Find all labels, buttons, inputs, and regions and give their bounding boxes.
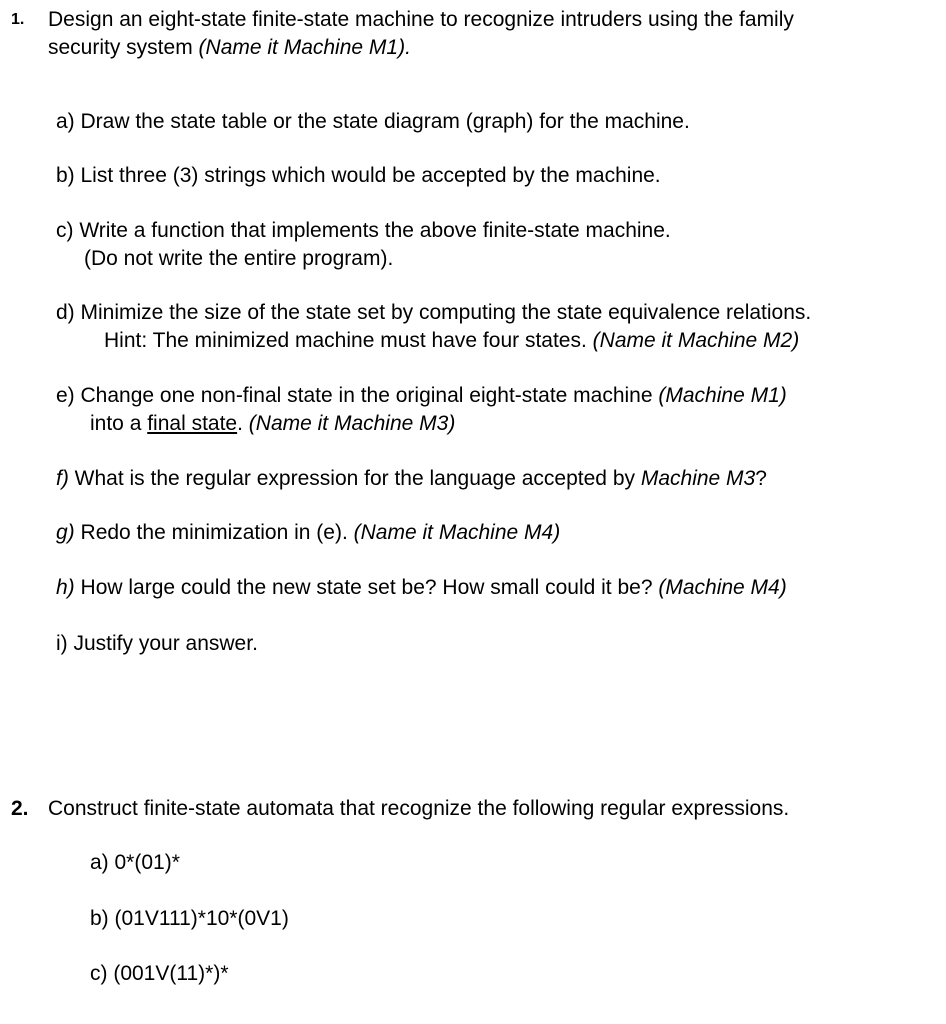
final-state-underlined: final state <box>147 412 238 435</box>
q1-part-c: c) Write a function that implements the above finite-state machine. <box>56 219 671 242</box>
question-2-title: Construct finite-state automata that recognize the following regular expressions. <box>48 797 790 820</box>
q1-part-g: g) Redo the minimization in (e). (Name it Machine M4) <box>56 521 561 544</box>
machine-m4-label: (Name it Machine M4) <box>353 521 561 544</box>
machine-m3-label: (Name it Machine M3) <box>248 412 456 435</box>
q1-part-c-cont: (Do not write the entire program). <box>84 247 394 270</box>
q2-part-a: a) 0*(01)* <box>90 851 180 874</box>
q1-part-f: f) What is the regular expression for the language accepted by Machine M3? <box>56 467 767 490</box>
machine-m1-label: (Name it Machine M1). <box>198 36 411 59</box>
machine-m4-ref: (Machine M4) <box>658 576 787 599</box>
question-1-title-cont: security system (Name it Machine M1). <box>48 36 411 59</box>
machine-m1-ref: (Machine M1) <box>658 384 787 407</box>
q2-part-c: c) (001V(11)*)* <box>90 962 229 985</box>
q2-part-b: b) (01V111)*10*(0V1) <box>90 907 289 930</box>
q1-part-b: b) List three (3) strings which would be accepted by the machine. <box>56 164 661 187</box>
question-2-number: 2. <box>11 797 29 820</box>
q1-part-i: i) Justify your answer. <box>56 632 258 655</box>
q1-part-d-hint: Hint: The minimized machine must have four states. (Name it Machine M2) <box>104 329 800 352</box>
q1-part-e-cont: into a final state. (Name it Machine M3) <box>90 412 456 435</box>
q1-part-a: a) Draw the state table or the state diagram (graph) for the machine. <box>56 110 690 133</box>
q1-part-e: e) Change one non-final state in the original eight-state machine (Machine M1) <box>56 384 787 407</box>
machine-m2-label: (Name it Machine M2) <box>592 329 800 352</box>
q1-part-d: d) Minimize the size of the state set by computing the state equivalence relations. <box>56 301 812 324</box>
q1-part-h: h) How large could the new state set be? How small could it be? (Machine M4) <box>56 576 787 599</box>
question-1-number: 1. <box>11 11 25 28</box>
machine-m3-ref: Machine M3 <box>640 467 756 490</box>
question-1-title: Design an eight-state finite-state machine to recognize intruders using the family <box>48 8 794 31</box>
